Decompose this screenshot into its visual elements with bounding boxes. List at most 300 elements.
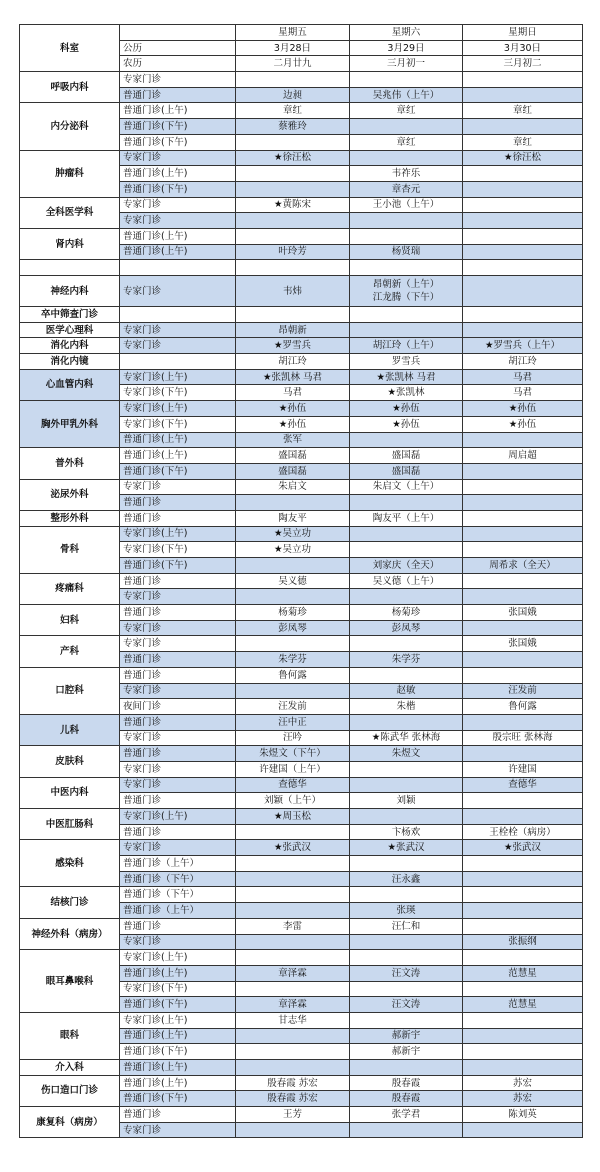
doctor-cell: 边昶 xyxy=(236,87,350,103)
doctor-cell xyxy=(236,228,350,244)
department-name: 骨科 xyxy=(20,526,120,573)
department-name: 消化内镜 xyxy=(20,354,120,370)
clinic-type: 普通门诊(下午) xyxy=(120,997,236,1013)
solar-label: 公历 xyxy=(120,40,236,56)
doctor-cell xyxy=(463,526,583,542)
table-row xyxy=(20,150,583,166)
clinic-type: 普通门诊(上午) xyxy=(120,1060,236,1076)
doctor-cell xyxy=(463,244,583,260)
doctor-cell xyxy=(350,777,463,793)
clinic-type: 专家门诊 xyxy=(120,840,236,856)
doctor-cell: 杨菊珍 xyxy=(350,605,463,621)
doctor-cell xyxy=(236,558,350,574)
doctor-cell xyxy=(463,119,583,135)
doctor-cell: 张振纲 xyxy=(463,934,583,950)
department-name: 儿科 xyxy=(20,714,120,745)
department-name: 感染科 xyxy=(20,840,120,887)
department-name: 口腔科 xyxy=(20,667,120,714)
department-name: 全科医学科 xyxy=(20,197,120,228)
department-name: 神经外科（病房） xyxy=(20,918,120,949)
department-name: 消化内科 xyxy=(20,338,120,354)
doctor-cell: 章红 xyxy=(463,103,583,119)
doctor-cell: 韦祚乐 xyxy=(350,166,463,182)
doctor-cell xyxy=(236,307,350,323)
table-row xyxy=(20,103,583,119)
clinic-type: 专家门诊(上午) xyxy=(120,809,236,825)
table-row xyxy=(20,1060,583,1076)
doctor-cell xyxy=(350,260,463,276)
doctor-cell xyxy=(236,213,350,229)
doctor-cell xyxy=(350,761,463,777)
doctor-cell xyxy=(463,260,583,276)
doctor-cell: 殷春霞 xyxy=(350,1091,463,1107)
doctor-cell: 朱学芬 xyxy=(350,652,463,668)
doctor-cell: 杨贤瑞 xyxy=(350,244,463,260)
clinic-type: 普通门诊 xyxy=(120,652,236,668)
clinic-type: 专家门诊 xyxy=(120,479,236,495)
clinic-type: 专家门诊(下午) xyxy=(120,416,236,432)
clinic-type: 普通门诊 xyxy=(120,793,236,809)
clinic-type: 普通门诊(上午) xyxy=(120,448,236,464)
doctor-cell: 朱煜文 xyxy=(350,746,463,762)
doctor-cell: 陶友平 xyxy=(236,510,350,526)
doctor-cell xyxy=(236,934,350,950)
doctor-cell xyxy=(236,1044,350,1060)
clinic-type: 专家门诊(下午) xyxy=(120,385,236,401)
table-row xyxy=(20,260,583,276)
clinic-type: 普通门诊(下午) xyxy=(120,134,236,150)
table-row xyxy=(20,714,583,730)
doctor-cell: 吴义德（上午） xyxy=(350,573,463,589)
doctor-cell: 彭凤琴 xyxy=(236,620,350,636)
doctor-cell xyxy=(463,463,583,479)
doctor-cell: ★张凯林 马君 xyxy=(236,369,350,385)
clinic-type: 普通门诊(下午) xyxy=(120,558,236,574)
table-row xyxy=(20,322,583,338)
table-row xyxy=(20,840,583,856)
doctor-cell xyxy=(463,809,583,825)
table-row xyxy=(20,950,583,966)
doctor-cell xyxy=(236,1122,350,1138)
doctor-cell xyxy=(236,260,350,276)
doctor-cell xyxy=(463,495,583,511)
department-name: 疼痛科 xyxy=(20,573,120,604)
doctor-cell xyxy=(463,887,583,903)
clinic-type: 普通门诊（下午） xyxy=(120,871,236,887)
doctor-cell xyxy=(463,276,583,307)
doctor-cell: 汪仁和 xyxy=(350,918,463,934)
doctor-cell: 汪文涛 xyxy=(350,965,463,981)
clinic-type: 专家门诊 xyxy=(120,276,236,307)
doctor-cell xyxy=(463,213,583,229)
doctor-cell: 鲁何露 xyxy=(236,667,350,683)
doctor-cell xyxy=(350,636,463,652)
clinic-type: 专家门诊 xyxy=(120,777,236,793)
doctor-cell xyxy=(463,871,583,887)
table-row xyxy=(20,1107,583,1123)
doctor-cell xyxy=(350,307,463,323)
clinic-type: 普通门诊 xyxy=(120,605,236,621)
clinic-type: 专家门诊(下午) xyxy=(120,542,236,558)
doctor-cell: 陈刘英 xyxy=(463,1107,583,1123)
doctor-cell xyxy=(350,119,463,135)
doctor-cell: 章泽霖 xyxy=(236,997,350,1013)
doctor-cell: ★张凯林 xyxy=(350,385,463,401)
doctor-cell: ★黄陈宋 xyxy=(236,197,350,213)
doctor-cell xyxy=(463,746,583,762)
department-name: 眼耳鼻喉科 xyxy=(20,950,120,1013)
clinic-type: 普通门诊 xyxy=(120,1107,236,1123)
doctor-cell xyxy=(463,667,583,683)
schedule-body xyxy=(20,25,583,1138)
table-row xyxy=(20,338,583,354)
weekday-fri: 星期五 xyxy=(236,25,350,41)
doctor-cell xyxy=(236,981,350,997)
lunar-date-sun: 三月初二 xyxy=(463,56,583,72)
table-row xyxy=(20,809,583,825)
doctor-cell: ★徐汪松 xyxy=(463,150,583,166)
doctor-cell: 查德华 xyxy=(463,777,583,793)
doctor-cell xyxy=(350,950,463,966)
doctor-cell: 朱煜文（下午） xyxy=(236,746,350,762)
table-row xyxy=(20,573,583,589)
table-row xyxy=(20,448,583,464)
clinic-type: 专家门诊(下午) xyxy=(120,981,236,997)
clinic-type: 普通门诊 xyxy=(120,824,236,840)
doctor-cell xyxy=(350,981,463,997)
clinic-type: 普通门诊 xyxy=(120,918,236,934)
table-row xyxy=(20,746,583,762)
clinic-type: 普通门诊(上午) xyxy=(120,228,236,244)
doctor-cell: 汪文涛 xyxy=(350,997,463,1013)
doctor-cell: 张学君 xyxy=(350,1107,463,1123)
clinic-type: 专家门诊 xyxy=(120,213,236,229)
weekday-sat: 星期六 xyxy=(350,25,463,41)
doctor-cell: ★张武汉 xyxy=(350,840,463,856)
doctor-cell: 章红 xyxy=(463,134,583,150)
doctor-cell: 叶玲芳 xyxy=(236,244,350,260)
doctor-cell xyxy=(236,1060,350,1076)
table-row xyxy=(20,510,583,526)
doctor-cell: 汪永鑫 xyxy=(350,871,463,887)
table-row xyxy=(20,276,583,307)
doctor-cell: 张军 xyxy=(236,432,350,448)
doctor-cell: 章红 xyxy=(350,103,463,119)
clinic-type: 普通门诊(上午) xyxy=(120,244,236,260)
doctor-cell xyxy=(463,197,583,213)
doctor-cell xyxy=(236,903,350,919)
solar-date-fri: 3月28日 xyxy=(236,40,350,56)
doctor-cell: 殷春霞 xyxy=(350,1075,463,1091)
doctor-cell: 李雷 xyxy=(236,918,350,934)
doctor-cell xyxy=(236,166,350,182)
table-row xyxy=(20,605,583,621)
table-row xyxy=(20,918,583,934)
doctor-cell xyxy=(236,887,350,903)
doctor-cell: 苏宏 xyxy=(463,1075,583,1091)
doctor-cell: 殷宗旺 张林海 xyxy=(463,730,583,746)
clinic-type: 普通门诊(上午) xyxy=(120,1028,236,1044)
doctor-cell: 章红 xyxy=(236,103,350,119)
clinic-type: 专家门诊 xyxy=(120,636,236,652)
doctor-cell: ★罗雪兵（上午） xyxy=(463,338,583,354)
clinic-type: 夜间门诊 xyxy=(120,699,236,715)
doctor-cell: 苏宏 xyxy=(463,1091,583,1107)
doctor-cell: 汪发前 xyxy=(236,699,350,715)
doctor-cell: ★孙伍 xyxy=(236,416,350,432)
clinic-type: 专家门诊 xyxy=(120,730,236,746)
solar-date-sun: 3月30日 xyxy=(463,40,583,56)
clinic-type: 专家门诊 xyxy=(120,72,236,88)
doctor-cell: 刘家庆（全天） xyxy=(350,558,463,574)
table-row xyxy=(20,228,583,244)
clinic-type: 普通门诊 xyxy=(120,510,236,526)
doctor-cell xyxy=(350,1122,463,1138)
clinic-type: 普通门诊（上午） xyxy=(120,856,236,872)
doctor-cell xyxy=(350,150,463,166)
department-name: 康复科（病房） xyxy=(20,1107,120,1138)
clinic-type: 普通门诊(上午) xyxy=(120,166,236,182)
doctor-cell: ★孙伍 xyxy=(463,401,583,417)
clinic-type: 普通门诊 xyxy=(120,87,236,103)
doctor-cell xyxy=(463,432,583,448)
header-weekday-row xyxy=(20,25,583,41)
department-name xyxy=(20,260,120,276)
doctor-cell: 张瑛 xyxy=(350,903,463,919)
clinic-type: 专家门诊 xyxy=(120,683,236,699)
doctor-cell: 陶友平（上午） xyxy=(350,510,463,526)
clinic-type: 专家门诊(上午) xyxy=(120,1012,236,1028)
clinic-type: 普通门诊 xyxy=(120,714,236,730)
doctor-cell: 汪中正 xyxy=(236,714,350,730)
doctor-cell: 章杏元 xyxy=(350,181,463,197)
department-name: 眼科 xyxy=(20,1012,120,1059)
doctor-cell xyxy=(236,683,350,699)
doctor-cell: 昂朝新（上午） 江龙腾（下午） xyxy=(350,276,463,307)
clinic-type xyxy=(120,307,236,323)
department-name: 产科 xyxy=(20,636,120,667)
duty-schedule-table xyxy=(19,24,583,1138)
doctor-cell: 吴义德 xyxy=(236,573,350,589)
clinic-type: 普通门诊(下午) xyxy=(120,1044,236,1060)
department-name: 伤口造口门诊 xyxy=(20,1075,120,1106)
doctor-cell: ★陈武华 张林海 xyxy=(350,730,463,746)
clinic-type: 普通门诊 xyxy=(120,573,236,589)
doctor-cell: 卞杨欢 xyxy=(350,824,463,840)
doctor-cell: 刘颖（上午） xyxy=(236,793,350,809)
clinic-type: 普通门诊(下午) xyxy=(120,463,236,479)
doctor-cell: 马君 xyxy=(236,385,350,401)
department-name: 泌尿外科 xyxy=(20,479,120,510)
doctor-cell xyxy=(463,72,583,88)
doctor-cell: 盛国磊 xyxy=(350,463,463,479)
clinic-type xyxy=(120,260,236,276)
table-row xyxy=(20,479,583,495)
doctor-cell xyxy=(463,573,583,589)
doctor-cell: 周希求（全天） xyxy=(463,558,583,574)
doctor-cell xyxy=(236,856,350,872)
doctor-cell xyxy=(463,1060,583,1076)
table-row xyxy=(20,307,583,323)
clinic-type: 专家门诊 xyxy=(120,589,236,605)
doctor-cell: 盛国磊 xyxy=(236,448,350,464)
doctor-cell xyxy=(350,714,463,730)
department-name: 呼吸内科 xyxy=(20,72,120,103)
doctor-cell xyxy=(463,228,583,244)
doctor-cell xyxy=(350,495,463,511)
doctor-cell xyxy=(463,589,583,605)
doctor-cell xyxy=(463,307,583,323)
doctor-cell: 鲁何露 xyxy=(463,699,583,715)
doctor-cell xyxy=(463,166,583,182)
doctor-cell xyxy=(350,887,463,903)
doctor-cell xyxy=(350,542,463,558)
clinic-type: 普通门诊 xyxy=(120,746,236,762)
doctor-cell: ★孙伍 xyxy=(350,416,463,432)
doctor-cell xyxy=(463,322,583,338)
doctor-cell: ★孙伍 xyxy=(463,416,583,432)
doctor-cell xyxy=(350,589,463,605)
doctor-cell xyxy=(236,495,350,511)
clinic-type: 普通门诊(下午) xyxy=(120,181,236,197)
doctor-cell: ★张武汉 xyxy=(463,840,583,856)
doctor-cell: 章红 xyxy=(350,134,463,150)
clinic-type: 专家门诊 xyxy=(120,197,236,213)
doctor-cell: 王小池（上午） xyxy=(350,197,463,213)
doctor-cell: 吴兆伟（上午） xyxy=(350,87,463,103)
doctor-cell xyxy=(463,714,583,730)
clinic-type: 专家门诊(上午) xyxy=(120,369,236,385)
table-row xyxy=(20,526,583,542)
doctor-cell xyxy=(350,809,463,825)
clinic-type: 专家门诊(上午) xyxy=(120,401,236,417)
department-name: 普外科 xyxy=(20,448,120,479)
doctor-cell xyxy=(350,322,463,338)
doctor-cell xyxy=(463,981,583,997)
doctor-cell: 周启超 xyxy=(463,448,583,464)
clinic-type: 专家门诊 xyxy=(120,620,236,636)
doctor-cell xyxy=(463,181,583,197)
clinic-type: 普通门诊 xyxy=(120,495,236,511)
doctor-cell: 罗雪兵 xyxy=(350,354,463,370)
doctor-cell: 马君 xyxy=(463,369,583,385)
doctor-cell: 郝新宇 xyxy=(350,1028,463,1044)
doctor-cell: ★罗雪兵 xyxy=(236,338,350,354)
clinic-type: 普通门诊(上午) xyxy=(120,1075,236,1091)
doctor-cell: 朱学芬 xyxy=(236,652,350,668)
doctor-cell: 查德华 xyxy=(236,777,350,793)
doctor-cell xyxy=(350,1060,463,1076)
doctor-cell: ★孙伍 xyxy=(236,401,350,417)
doctor-cell: 盛国磊 xyxy=(350,448,463,464)
department-name: 胸外甲乳外科 xyxy=(20,401,120,448)
doctor-cell xyxy=(236,950,350,966)
doctor-cell xyxy=(350,432,463,448)
doctor-cell: ★张武汉 xyxy=(236,840,350,856)
department-name: 介入科 xyxy=(20,1060,120,1076)
clinic-type: 普通门诊(上午) xyxy=(120,103,236,119)
doctor-cell: 许建国（上午） xyxy=(236,761,350,777)
doctor-cell: 彭凤琴 xyxy=(350,620,463,636)
doctor-cell xyxy=(463,950,583,966)
table-row xyxy=(20,777,583,793)
department-name: 整形外科 xyxy=(20,510,120,526)
lunar-date-sat: 三月初一 xyxy=(350,56,463,72)
clinic-type: 普通门诊（下午） xyxy=(120,887,236,903)
doctor-cell xyxy=(350,1012,463,1028)
clinic-type: 普通门诊(下午) xyxy=(120,1091,236,1107)
doctor-cell: 胡江玲（上午） xyxy=(350,338,463,354)
doctor-cell xyxy=(463,1012,583,1028)
table-row xyxy=(20,354,583,370)
doctor-cell xyxy=(350,526,463,542)
department-name: 皮肤科 xyxy=(20,746,120,777)
doctor-cell: 张国娥 xyxy=(463,605,583,621)
doctor-cell: 王芳 xyxy=(236,1107,350,1123)
doctor-cell: 昂朝新 xyxy=(236,322,350,338)
table-row xyxy=(20,197,583,213)
department-name: 神经内科 xyxy=(20,276,120,307)
doctor-cell: 朱启文（上午） xyxy=(350,479,463,495)
doctor-cell: 盛国磊 xyxy=(236,463,350,479)
department-name: 卒中筛查门诊 xyxy=(20,307,120,323)
clinic-type: 普通门诊 xyxy=(120,667,236,683)
doctor-cell xyxy=(463,479,583,495)
doctor-cell: 马君 xyxy=(463,385,583,401)
department-name: 内分泌科 xyxy=(20,103,120,150)
table-row xyxy=(20,1012,583,1028)
doctor-cell xyxy=(463,510,583,526)
doctor-cell xyxy=(236,871,350,887)
clinic-type: 普通门诊(上午) xyxy=(120,965,236,981)
doctor-cell xyxy=(236,181,350,197)
doctor-cell xyxy=(236,72,350,88)
doctor-cell: 范慧星 xyxy=(463,965,583,981)
clinic-type: 普通门诊（上午） xyxy=(120,903,236,919)
clinic-type: 专家门诊 xyxy=(120,1122,236,1138)
doctor-cell xyxy=(463,903,583,919)
doctor-cell: ★吴立功 xyxy=(236,542,350,558)
doctor-cell: ★孙伍 xyxy=(350,401,463,417)
doctor-cell xyxy=(236,636,350,652)
clinic-type: 专家门诊(上午) xyxy=(120,526,236,542)
department-name: 肿瘤科 xyxy=(20,150,120,197)
doctor-cell: 许建国 xyxy=(463,761,583,777)
doctor-cell: 朱楷 xyxy=(350,699,463,715)
doctor-cell: 汪发前 xyxy=(463,683,583,699)
doctor-cell xyxy=(463,1122,583,1138)
clinic-type: 专家门诊(上午) xyxy=(120,950,236,966)
doctor-cell xyxy=(350,72,463,88)
department-name: 医学心理科 xyxy=(20,322,120,338)
doctor-cell xyxy=(236,1028,350,1044)
doctor-cell: 范慧星 xyxy=(463,997,583,1013)
doctor-cell: 朱启文 xyxy=(236,479,350,495)
department-name: 肾内科 xyxy=(20,228,120,259)
department-name: 中医肛肠科 xyxy=(20,809,120,840)
table-row xyxy=(20,636,583,652)
doctor-cell xyxy=(463,620,583,636)
solar-date-sat: 3月29日 xyxy=(350,40,463,56)
doctor-cell: 张国娥 xyxy=(463,636,583,652)
clinic-type: 专家门诊 xyxy=(120,322,236,338)
doctor-cell: 汪吟 xyxy=(236,730,350,746)
department-name: 结核门诊 xyxy=(20,887,120,918)
doctor-cell xyxy=(463,793,583,809)
doctor-cell: 章泽霖 xyxy=(236,965,350,981)
doctor-cell xyxy=(463,652,583,668)
doctor-cell: 王栓栓（病房） xyxy=(463,824,583,840)
